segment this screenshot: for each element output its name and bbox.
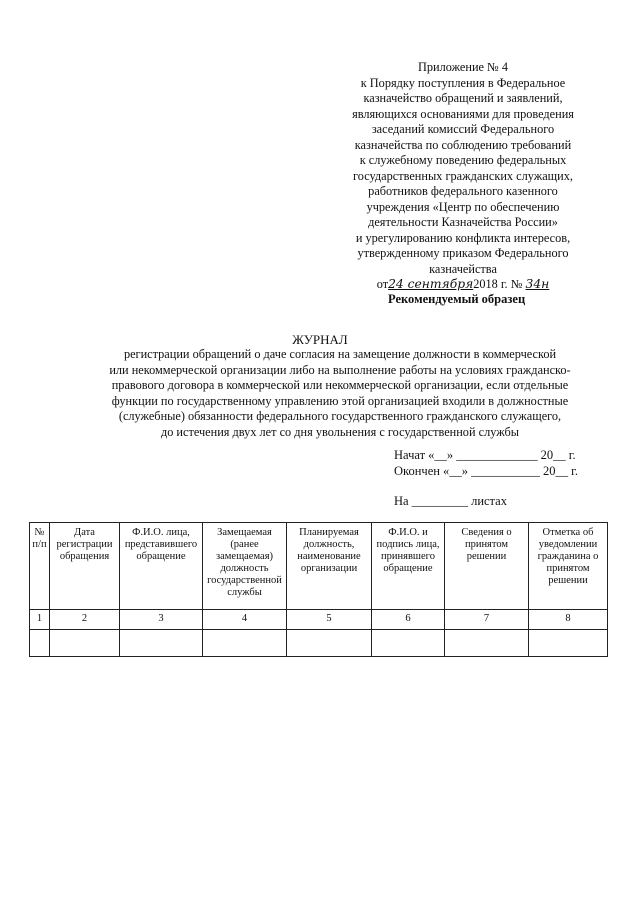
appendix-line: работников федерального казенного <box>368 184 558 198</box>
order-date-line <box>332 277 594 293</box>
journal-description <box>90 347 590 440</box>
column-header: Ф.И.О. лица, представившего обращение <box>120 523 203 610</box>
description-line: функции по государственному управлению этой организацией входили в должностные <box>111 393 569 408</box>
column-number: 6 <box>372 610 445 630</box>
appendix-line: учреждения «Центр по обеспечению <box>366 199 560 214</box>
appendix-line: Приложение № 4 <box>417 60 509 74</box>
handwritten-date: 24 сентября <box>388 277 474 291</box>
table-header-row <box>30 523 608 610</box>
appendix-line: являющихся основаниями для проведения <box>352 106 574 121</box>
column-number: 4 <box>203 610 287 630</box>
sheets-field: На _________ листах <box>394 494 507 508</box>
column-header: Дата регистрации обращения <box>50 523 120 610</box>
empty-cell <box>30 630 50 657</box>
appendix-line: деятельности Казначейства России» <box>368 215 558 229</box>
handwritten-number: 34н <box>525 277 550 291</box>
description-line: (служебные) обязанности федерального государственного гражданского служащего, <box>118 409 562 423</box>
empty-cell <box>529 630 608 657</box>
column-header: Планируемая должность, наименование организации <box>287 523 372 610</box>
description-line: правового договора в коммерческой или некоммерческой организации, если отдельные <box>111 378 569 392</box>
appendix-line: государственных гражданских служащих, <box>353 168 573 183</box>
column-number: 7 <box>445 610 529 630</box>
column-number: 1 <box>30 610 50 630</box>
appendix-line: казначейства по соблюдению требований <box>354 137 572 152</box>
column-number: 5 <box>287 610 372 630</box>
description-line: или некоммерческой организации либо на выполнение работы на условиях гражданско- <box>109 362 571 377</box>
appendix-line: утвержденному приказом Федерального <box>357 246 569 260</box>
started-field: Начат «__» _____________ 20__ г. <box>394 448 576 462</box>
appendix-line: к служебному поведению федеральных <box>359 153 567 167</box>
journal-table <box>29 522 608 657</box>
column-header: Сведения о принятом решении <box>445 523 529 610</box>
column-header: № п/п <box>30 523 50 610</box>
empty-cell <box>445 630 529 657</box>
empty-cell <box>287 630 372 657</box>
appendix-line: казначейства <box>429 261 497 276</box>
column-number: 2 <box>50 610 120 630</box>
column-number: 3 <box>120 610 203 630</box>
date-prefix: от <box>376 277 389 291</box>
empty-cell <box>50 630 120 657</box>
column-header: Ф.И.О. и подпись лица, принявшего обращение <box>372 523 445 610</box>
appendix-line: и урегулированию конфликта интересов, <box>355 230 571 245</box>
column-number-row <box>30 610 608 630</box>
appendix-line: заседаний комиссий Федерального <box>371 122 555 136</box>
journal-title: ЖУРНАЛ <box>292 332 348 347</box>
empty-cell <box>203 630 287 657</box>
empty-cell <box>372 630 445 657</box>
empty-cell <box>120 630 203 657</box>
finished-field: Окончен «__» ___________ 20__ г. <box>394 464 579 478</box>
description-line: регистрации обращений о даче согласия на замещение должности в коммерческой <box>123 347 557 361</box>
appendix-line: казначейство обращений и заявлений, <box>363 91 563 105</box>
date-year: 2018 г. № <box>473 277 523 291</box>
description-line: до истечения двух лет со дня увольнения с государственной службы <box>160 424 520 439</box>
sample-label: Рекомендуемый образец <box>388 292 526 306</box>
empty-entry-row <box>30 630 608 657</box>
column-header: Замещаемая (ранее замещаемая) должность государственной службы <box>203 523 287 610</box>
appendix-line: к Порядку поступления в Федеральное <box>360 75 566 90</box>
appendix-block <box>332 60 594 293</box>
column-number: 8 <box>529 610 608 630</box>
column-header: Отметка об уведомлении гражданина о принятом решении <box>529 523 608 610</box>
